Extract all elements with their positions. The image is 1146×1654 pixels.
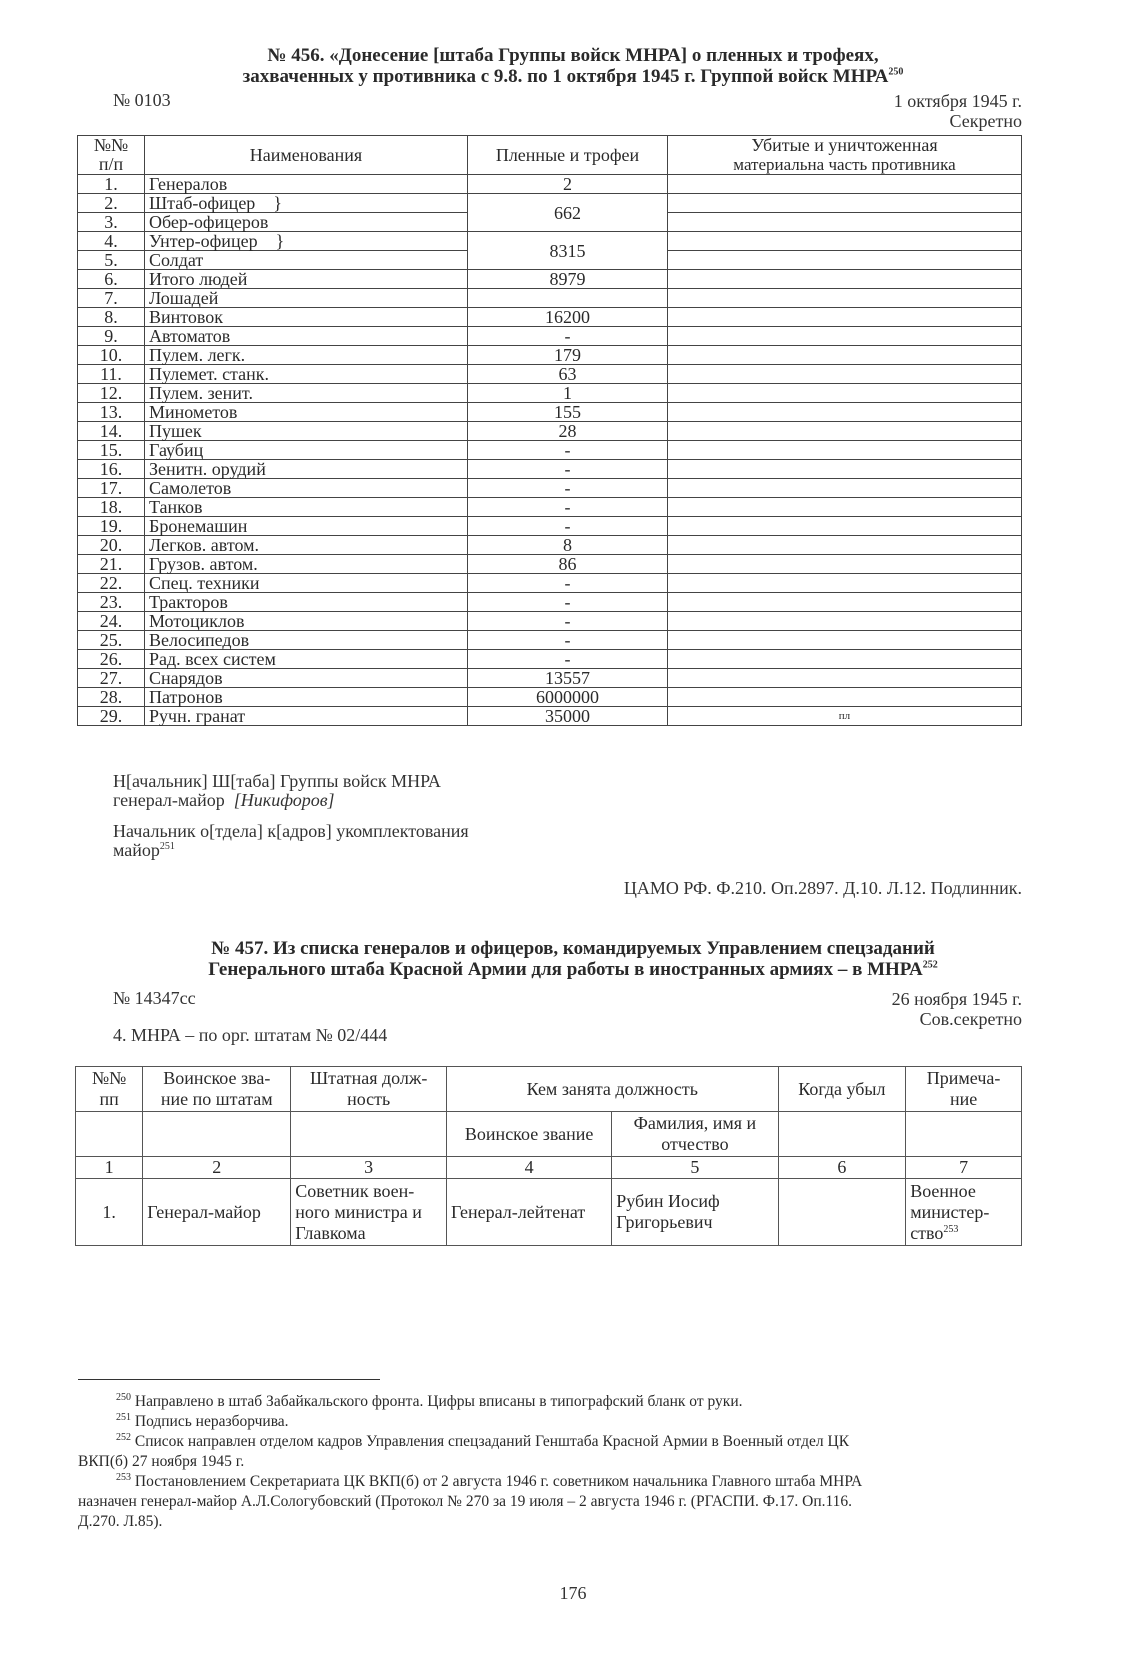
doc456-number: № 0103 — [113, 90, 171, 110]
cell-captured: - — [468, 631, 668, 650]
cell-captured: 8315 — [468, 232, 668, 270]
cell-num: 21. — [78, 555, 145, 574]
cell-num: 7. — [78, 289, 145, 308]
cell-num: 25. — [78, 631, 145, 650]
table-row — [78, 289, 1022, 308]
table-row — [78, 498, 1022, 517]
table-row — [78, 175, 1022, 194]
archive-source: ЦАМО РФ. Ф.210. Оп.2897. Д.10. Л.12. Подлинник. — [623, 878, 1022, 898]
officers-table — [75, 1066, 1022, 1246]
cell-name: Велосипедов — [145, 631, 468, 650]
cell-destroyed — [668, 308, 1022, 327]
cell-name: Тракторов — [145, 593, 468, 612]
cell-captured: - — [468, 441, 668, 460]
cell-destroyed: пл — [668, 707, 1022, 726]
cell-destroyed — [668, 460, 1022, 479]
cell-captured — [468, 289, 668, 308]
table-row — [78, 688, 1022, 707]
cell-captured: - — [468, 593, 668, 612]
cell-destroyed — [668, 251, 1022, 270]
cell-num: 27. — [78, 669, 145, 688]
cell-name: Обер-офицеров — [145, 213, 468, 232]
cell-destroyed — [668, 403, 1022, 422]
table-row — [76, 1179, 1022, 1246]
cell-name: Генералов — [145, 175, 468, 194]
cell-num: 23. — [78, 593, 145, 612]
footnote-252: $^{252}$ Список направлен отделом кадров Управления спецзаданий Генштаба Красной Армии в Военный отдел ЦК — [116, 1431, 850, 1450]
cell-num: 28. — [78, 688, 145, 707]
cell-destroyed — [668, 175, 1022, 194]
cell-num: 15. — [78, 441, 145, 460]
cell-name: Винтовок — [145, 308, 468, 327]
cell-captured: 63 — [468, 365, 668, 384]
footnote-ref-250[interactable]: 250 — [888, 66, 904, 78]
header-occ-name: Фамилия, имя и отчество — [612, 1112, 778, 1157]
table-row — [78, 232, 1022, 251]
table-row — [78, 612, 1022, 631]
cell-captured: 28 — [468, 422, 668, 441]
cell-num: 19. — [78, 517, 145, 536]
doc456-classification: Секретно — [949, 111, 1022, 131]
table-row — [78, 308, 1022, 327]
doc457-title-line2: Генерального штаба Красной Армии для работы в иностранных армиях – в МНРА$^{252}$ — [208, 959, 938, 980]
doc457-date: 26 ноября 1945 г. — [891, 989, 1022, 1009]
header-name: Наименования — [145, 136, 468, 175]
cell-captured: 6000000 — [468, 688, 668, 707]
cell-num: 16. — [78, 460, 145, 479]
cell-destroyed — [668, 270, 1022, 289]
footnotes: $^{250}$ Направлено в штаб Забайкальского фронта. Цифры вписаны в типографский бланк от руки. $^{251}$ Подпись неразборчива. $^{252}$ Список направлен отделом кадров Управления спецзаданий Генштаба Красной Армии в Военный отдел ЦК ВКП(б) 27 ноября 1945 г. $^{253}$ Постановлением Секретариата ЦК ВКП(б) от 2 августа 1946 г. советником начальника Главного штаба МНРА назначен генерал-майор А.Л.Сологубовский (Протокол № 270 за 19 июля – 2 августа 1946 г. (РГАСПИ. Ф.17. Оп.116. Д.270. Л.85). — [78, 1392, 1023, 1532]
page-number: 176 — [559, 1583, 587, 1603]
cell-captured: - — [468, 327, 668, 346]
cell-name: Мотоциклов — [145, 612, 468, 631]
cell-captured: - — [468, 574, 668, 593]
cell-occ-name: Рубин Иосиф Григорьевич — [612, 1179, 778, 1246]
cell-name: Пулем. зенит. — [145, 384, 468, 403]
header-occ-rank: Воинское звание — [447, 1112, 612, 1157]
cell-destroyed — [668, 365, 1022, 384]
doc456-title — [0, 45, 1146, 87]
footnote-ref-252[interactable]: 252 — [922, 959, 938, 971]
table-row — [78, 194, 1022, 213]
doc456-title-line2: захваченных у противника с 9.8. по 1 октября 1945 г. Группой войск МНРА$^{250}$ — [242, 66, 904, 87]
table-row — [78, 574, 1022, 593]
footnote-ref-253[interactable]: 253 — [943, 1223, 959, 1235]
cell-name: Минометов — [145, 403, 468, 422]
doc456-title-line1: № 456. «Донесение [штаба Группы войск МНРА] о пленных и трофеях, — [267, 45, 879, 66]
cell-captured: - — [468, 460, 668, 479]
cell-num: 1. — [78, 175, 145, 194]
cell-num: 24. — [78, 612, 145, 631]
header-position: Штатная долж- ность — [291, 1067, 447, 1112]
cell-num: 3. — [78, 213, 145, 232]
header-num: №№ пп — [76, 1067, 143, 1112]
cell-destroyed — [668, 574, 1022, 593]
table-row — [78, 593, 1022, 612]
doc457-subtitle: 4. МНРА – по орг. штатам № 02/444 — [113, 1025, 388, 1045]
table-row — [78, 365, 1022, 384]
cell-captured: 35000 — [468, 707, 668, 726]
header-num: №№ п/п — [78, 136, 145, 175]
cell-destroyed — [668, 498, 1022, 517]
header-left-when: Когда убыл — [778, 1067, 906, 1112]
cell-captured: 179 — [468, 346, 668, 365]
cell-name: Итого людей — [145, 270, 468, 289]
footnote-251: $^{251}$ Подпись неразборчива. — [116, 1411, 289, 1430]
table-row — [78, 327, 1022, 346]
signature-block-2: Начальник о[тдела] к[адров] укомплектования майор$^{251}$ — [113, 821, 469, 860]
cell-name: Танков — [145, 498, 468, 517]
cell-num: 18. — [78, 498, 145, 517]
table-row — [78, 707, 1022, 726]
table-row — [78, 479, 1022, 498]
cell-captured: 2 — [468, 175, 668, 194]
cell-destroyed — [668, 517, 1022, 536]
cell-name: Самолетов — [145, 479, 468, 498]
table-row — [78, 555, 1022, 574]
table-header-row — [76, 1067, 1022, 1112]
cell-num: 8. — [78, 308, 145, 327]
cell-name: Гаубиц — [145, 441, 468, 460]
cell-num: 26. — [78, 650, 145, 669]
footnote-253: $^{253}$ Постановлением Секретариата ЦК ВКП(б) от 2 августа 1946 г. советником начальника Главного штаба МНРА — [116, 1471, 863, 1490]
cell-destroyed — [668, 688, 1022, 707]
cell-destroyed — [668, 346, 1022, 365]
cell-destroyed — [668, 232, 1022, 251]
doc457-title — [0, 938, 1146, 980]
cell-destroyed — [668, 650, 1022, 669]
cell-name: Рад. всех систем — [145, 650, 468, 669]
cell-destroyed — [668, 631, 1022, 650]
cell-captured: - — [468, 498, 668, 517]
header-rank: Воинское зва- ние по штатам — [143, 1067, 291, 1112]
cell-num: 12. — [78, 384, 145, 403]
signature-block-1: Н[ачальник] Ш[таба] Группы войск МНРА генерал-майор [Никифоров] — [113, 771, 441, 810]
table-subheader-row — [76, 1112, 1022, 1157]
cell-name: Солдат — [145, 251, 468, 270]
cell-position: Советник воен- ного министра и Главкома — [291, 1179, 447, 1246]
footnote-250: $^{250}$ Направлено в штаб Забайкальского фронта. Цифры вписаны в типографский бланк от руки. — [116, 1391, 743, 1410]
cell-captured: 16200 — [468, 308, 668, 327]
cell-num: 5. — [78, 251, 145, 270]
table-row — [78, 536, 1022, 555]
cell-num: 9. — [78, 327, 145, 346]
cell-destroyed — [668, 441, 1022, 460]
cell-name: Унтер-офицер } — [145, 232, 468, 251]
cell-name: Штаб-офицер } — [145, 194, 468, 213]
cell-captured: 13557 — [468, 669, 668, 688]
header-occupied: Кем занята должность — [447, 1067, 779, 1112]
cell-name: Легков. автом. — [145, 536, 468, 555]
cell-name: Патронов — [145, 688, 468, 707]
cell-name: Ручн. гранат — [145, 707, 468, 726]
brace-icon: } — [275, 231, 285, 251]
table-row — [78, 384, 1022, 403]
table-row — [78, 270, 1022, 289]
header-note: Примеча- ние — [906, 1067, 1022, 1112]
footnote-divider — [78, 1379, 380, 1380]
cell-captured: - — [468, 612, 668, 631]
cell-captured: 86 — [468, 555, 668, 574]
cell-captured: 662 — [468, 194, 668, 232]
cell-name: Бронемашин — [145, 517, 468, 536]
doc457-title-line1: № 457. Из списка генералов и офицеров, командируемых Управлением спецзаданий — [211, 938, 935, 959]
cell-num: 2. — [78, 194, 145, 213]
trophies-table — [77, 135, 1022, 726]
brace-icon: } — [273, 193, 282, 213]
table-row — [78, 631, 1022, 650]
header-captured: Пленные и трофеи — [468, 136, 668, 175]
table-row — [78, 669, 1022, 688]
table-row — [78, 422, 1022, 441]
cell-captured: 8 — [468, 536, 668, 555]
cell-occ-rank: Генерал-лейтенат — [447, 1179, 612, 1246]
cell-destroyed — [668, 479, 1022, 498]
cell-num: 10. — [78, 346, 145, 365]
cell-destroyed — [668, 669, 1022, 688]
cell-num: 6. — [78, 270, 145, 289]
cell-destroyed — [668, 536, 1022, 555]
cell-num: 22. — [78, 574, 145, 593]
signatory-name: [Никифоров] — [233, 790, 335, 810]
table-row — [78, 517, 1022, 536]
cell-destroyed — [668, 422, 1022, 441]
table-row — [78, 346, 1022, 365]
cell-destroyed — [668, 612, 1022, 631]
cell-destroyed — [668, 213, 1022, 232]
cell-num: 17. — [78, 479, 145, 498]
cell-captured: 155 — [468, 403, 668, 422]
cell-note: Военное министер- ство$^{253}$ — [906, 1179, 1022, 1246]
footnote-ref-251[interactable]: 251 — [159, 841, 175, 852]
table-header-row — [78, 136, 1022, 175]
cell-captured: - — [468, 650, 668, 669]
cell-captured: 1 — [468, 384, 668, 403]
cell-name: Автоматов — [145, 327, 468, 346]
cell-left-when — [778, 1179, 906, 1246]
cell-num: 13. — [78, 403, 145, 422]
cell-name: Лошадей — [145, 289, 468, 308]
table-row — [78, 441, 1022, 460]
cell-name: Пушек — [145, 422, 468, 441]
doc457-number: № 14347сс — [113, 988, 196, 1008]
doc457-classification: Сов.секретно — [919, 1009, 1022, 1029]
cell-num: 11. — [78, 365, 145, 384]
cell-name: Пулем. легк. — [145, 346, 468, 365]
cell-destroyed — [668, 384, 1022, 403]
cell-num: 4. — [78, 232, 145, 251]
cell-destroyed — [668, 593, 1022, 612]
table-row — [78, 403, 1022, 422]
cell-captured: 8979 — [468, 270, 668, 289]
cell-captured: - — [468, 517, 668, 536]
cell-name: Грузов. автом. — [145, 555, 468, 574]
cell-num: 1. — [76, 1179, 143, 1246]
cell-destroyed — [668, 327, 1022, 346]
cell-num: 20. — [78, 536, 145, 555]
cell-rank: Генерал-майор — [143, 1179, 291, 1246]
cell-destroyed — [668, 555, 1022, 574]
cell-num: 14. — [78, 422, 145, 441]
cell-name: Зенитн. орудий — [145, 460, 468, 479]
header-destroyed: Убитые и уничтоженная материальна часть противника — [668, 136, 1022, 175]
cell-name: Снарядов — [145, 669, 468, 688]
table-row — [78, 650, 1022, 669]
cell-destroyed — [668, 194, 1022, 213]
doc456-date: 1 октября 1945 г. — [893, 91, 1022, 111]
cell-captured: - — [468, 479, 668, 498]
cell-name: Пулемет. станк. — [145, 365, 468, 384]
cell-name: Спец. техники — [145, 574, 468, 593]
cell-destroyed — [668, 289, 1022, 308]
column-number-row: 1 2 3 4 5 6 7 — [76, 1157, 1022, 1179]
cell-num: 29. — [78, 707, 145, 726]
table-row — [78, 460, 1022, 479]
